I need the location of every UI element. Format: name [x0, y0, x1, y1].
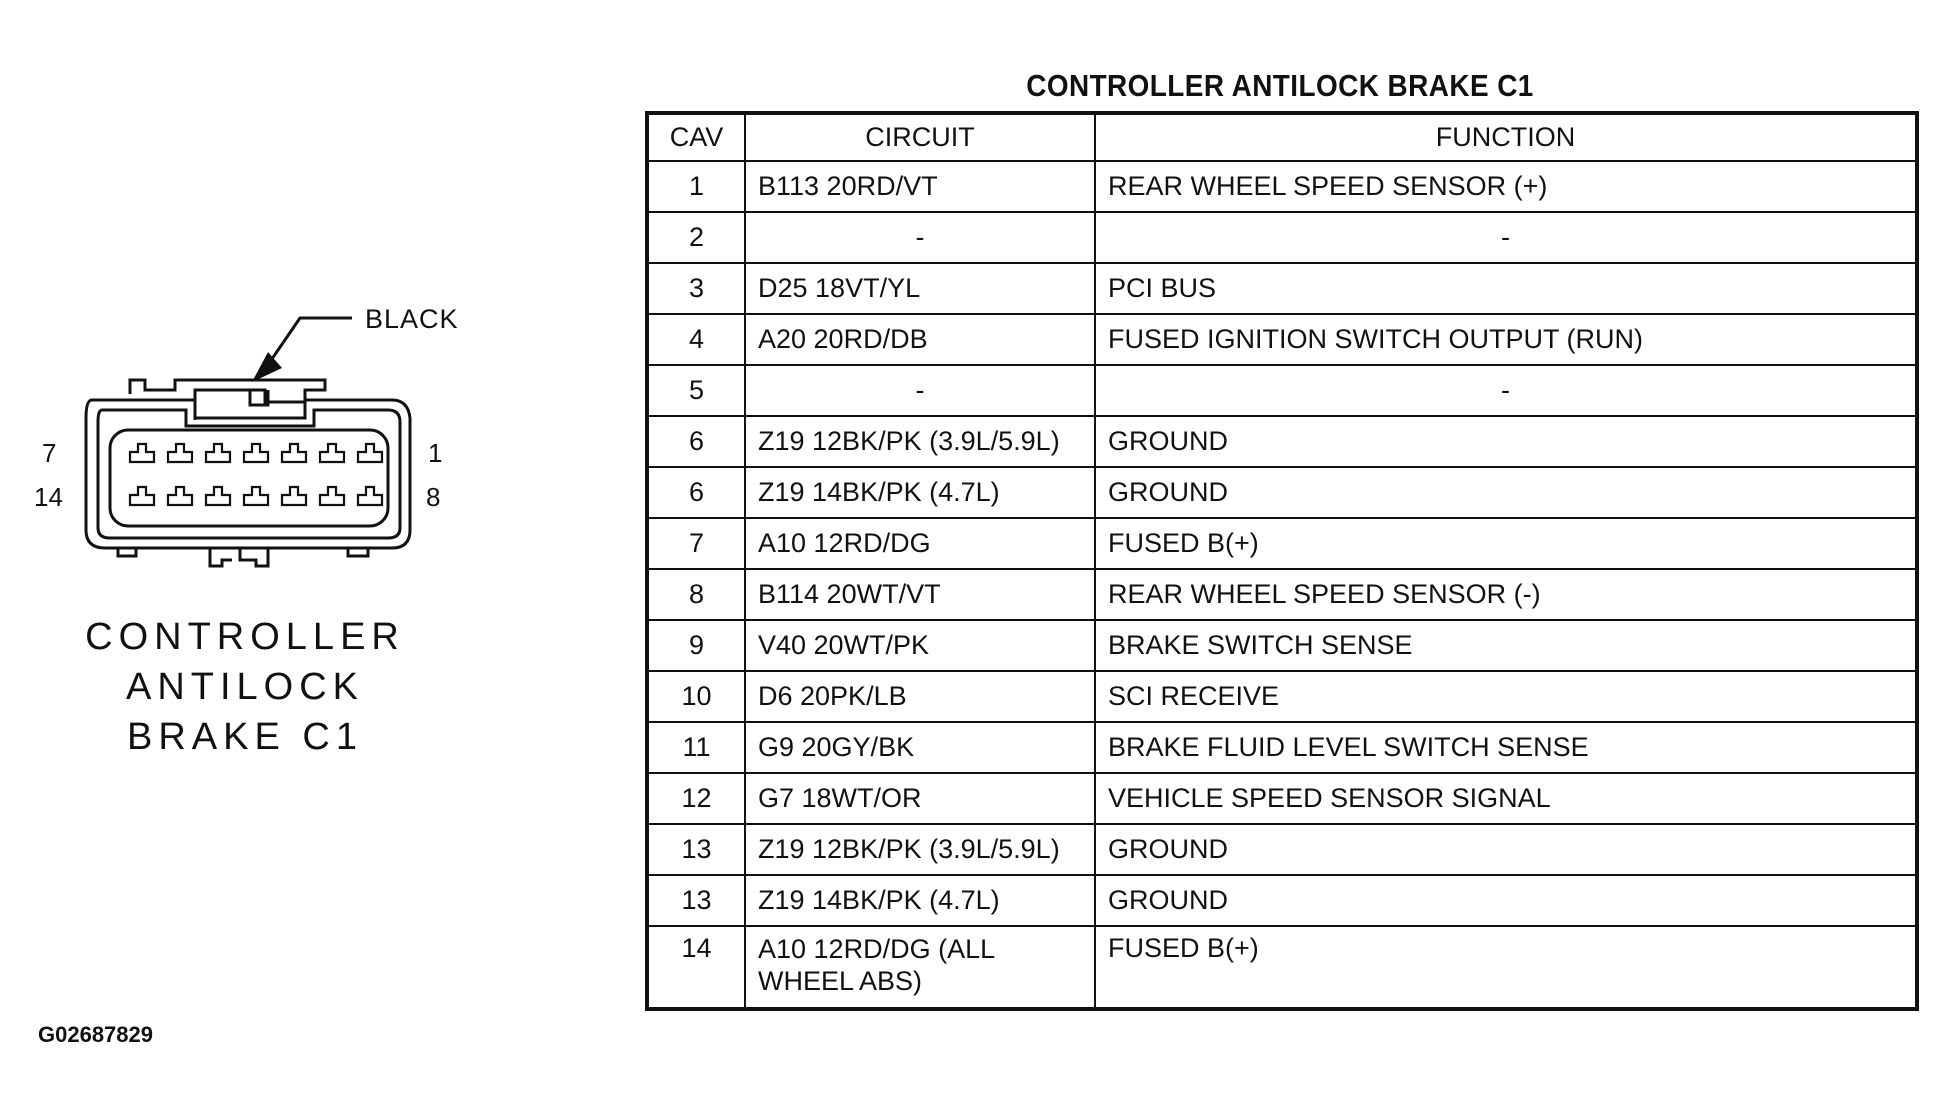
cavity-2 [320, 444, 344, 462]
cavity-12 [206, 487, 230, 505]
table-row [647, 365, 1917, 416]
connector-panel [0, 0, 560, 1118]
table-header-row [647, 113, 1917, 161]
color-label: BLACK [365, 304, 459, 334]
circuit-cell: Z19 12BK/PK (3.9L/5.9L) [745, 416, 1095, 467]
circuit-cell: A20 20RD/DB [745, 314, 1095, 365]
callout-arrow-icon [252, 352, 282, 382]
cav-cell: 4 [647, 314, 745, 365]
circuit-cell: B113 20RD/VT [745, 161, 1095, 212]
circuit-cell: G9 20GY/BK [745, 722, 1095, 773]
cavity-row-bottom [130, 487, 382, 505]
function-cell: FUSED B(+) [1095, 518, 1917, 569]
cav-cell: 12 [647, 773, 745, 824]
connector-diagram [0, 0, 560, 640]
circuit-cell: A10 12RD/DG [745, 518, 1095, 569]
function-cell: - [1095, 365, 1917, 416]
cavity-13 [168, 487, 192, 505]
cavity-row-top [130, 444, 382, 462]
table-row [647, 518, 1917, 569]
cavity-10 [282, 487, 306, 505]
header-circuit: CIRCUIT [745, 113, 1095, 161]
table-row [647, 926, 1917, 1009]
table-row [647, 569, 1917, 620]
cav-cell: 3 [647, 263, 745, 314]
cavity-5 [206, 444, 230, 462]
circuit-cell: V40 20WT/PK [745, 620, 1095, 671]
table-row [647, 314, 1917, 365]
circuit-cell: G7 18WT/OR [745, 773, 1095, 824]
table-row [647, 875, 1917, 926]
cav-cell: 5 [647, 365, 745, 416]
function-cell: GROUND [1095, 416, 1917, 467]
table-row [647, 773, 1917, 824]
circuit-cell: A10 12RD/DG (ALL WHEEL ABS) [745, 926, 1095, 1009]
function-cell: REAR WHEEL SPEED SENSOR (+) [1095, 161, 1917, 212]
table-row [647, 671, 1917, 722]
table-title: CONTROLLER ANTILOCK BRAKE C1 [1026, 68, 1534, 103]
cav-cell: 6 [647, 416, 745, 467]
function-cell: VEHICLE SPEED SENSOR SIGNAL [1095, 773, 1917, 824]
function-cell: GROUND [1095, 875, 1917, 926]
cav-cell: 14 [647, 926, 745, 1009]
circuit-cell: - [745, 212, 1095, 263]
cav-cell: 10 [647, 671, 745, 722]
header-cav: CAV [647, 113, 745, 161]
circuit-cell: D25 18VT/YL [745, 263, 1095, 314]
color-callout [252, 304, 459, 382]
cav-cell: 11 [647, 722, 745, 773]
function-cell: GROUND [1095, 467, 1917, 518]
figure-id: G02687829 [38, 1022, 153, 1047]
cavity-8 [358, 487, 382, 505]
connector-name-line: BRAKE C1 [127, 716, 363, 758]
function-cell: BRAKE SWITCH SENSE [1095, 620, 1917, 671]
table-row [647, 263, 1917, 314]
cavity-14 [130, 487, 154, 505]
pin-label-top-right: 1 [428, 438, 443, 468]
pin-table [645, 111, 1919, 1011]
cav-cell: 1 [647, 161, 745, 212]
table-row [647, 416, 1917, 467]
connector-name-line: ANTILOCK [125, 666, 365, 708]
connector-name-line: CONTROLLER [85, 616, 405, 658]
table-row [647, 824, 1917, 875]
function-cell: SCI RECEIVE [1095, 671, 1917, 722]
circuit-cell: - [745, 365, 1095, 416]
connector-body [86, 380, 410, 566]
cav-cell: 8 [647, 569, 745, 620]
cavity-3 [282, 444, 306, 462]
function-cell: PCI BUS [1095, 263, 1917, 314]
cavity-11 [244, 487, 268, 505]
cav-cell: 2 [647, 212, 745, 263]
function-cell: REAR WHEEL SPEED SENSOR (-) [1095, 569, 1917, 620]
function-cell: FUSED IGNITION SWITCH OUTPUT (RUN) [1095, 314, 1917, 365]
header-function: FUNCTION [1095, 113, 1917, 161]
cav-cell: 6 [647, 467, 745, 518]
cav-cell: 7 [647, 518, 745, 569]
table-row [647, 620, 1917, 671]
function-cell: BRAKE FLUID LEVEL SWITCH SENSE [1095, 722, 1917, 773]
circuit-cell: D6 20PK/LB [745, 671, 1095, 722]
table-row [647, 161, 1917, 212]
pin-label-top-left: 7 [42, 438, 57, 468]
table-row [647, 722, 1917, 773]
cav-cell: 13 [647, 875, 745, 926]
cav-cell: 13 [647, 824, 745, 875]
pin-label-bottom-right: 8 [426, 482, 441, 512]
circuit-cell: Z19 14BK/PK (4.7L) [745, 875, 1095, 926]
function-cell: GROUND [1095, 824, 1917, 875]
circuit-cell: Z19 14BK/PK (4.7L) [745, 467, 1095, 518]
function-cell: FUSED B(+) [1095, 926, 1917, 1009]
cavity-7 [130, 444, 154, 462]
table-row [647, 212, 1917, 263]
circuit-cell: B114 20WT/VT [745, 569, 1095, 620]
cavity-9 [320, 487, 344, 505]
cavity-6 [168, 444, 192, 462]
circuit-cell: Z19 12BK/PK (3.9L/5.9L) [745, 824, 1095, 875]
function-cell: - [1095, 212, 1917, 263]
pin-label-bottom-left: 14 [34, 482, 63, 512]
table-row [647, 467, 1917, 518]
connector-name [80, 612, 410, 762]
cavity-4 [244, 444, 268, 462]
cavity-1 [358, 444, 382, 462]
cav-cell: 9 [647, 620, 745, 671]
